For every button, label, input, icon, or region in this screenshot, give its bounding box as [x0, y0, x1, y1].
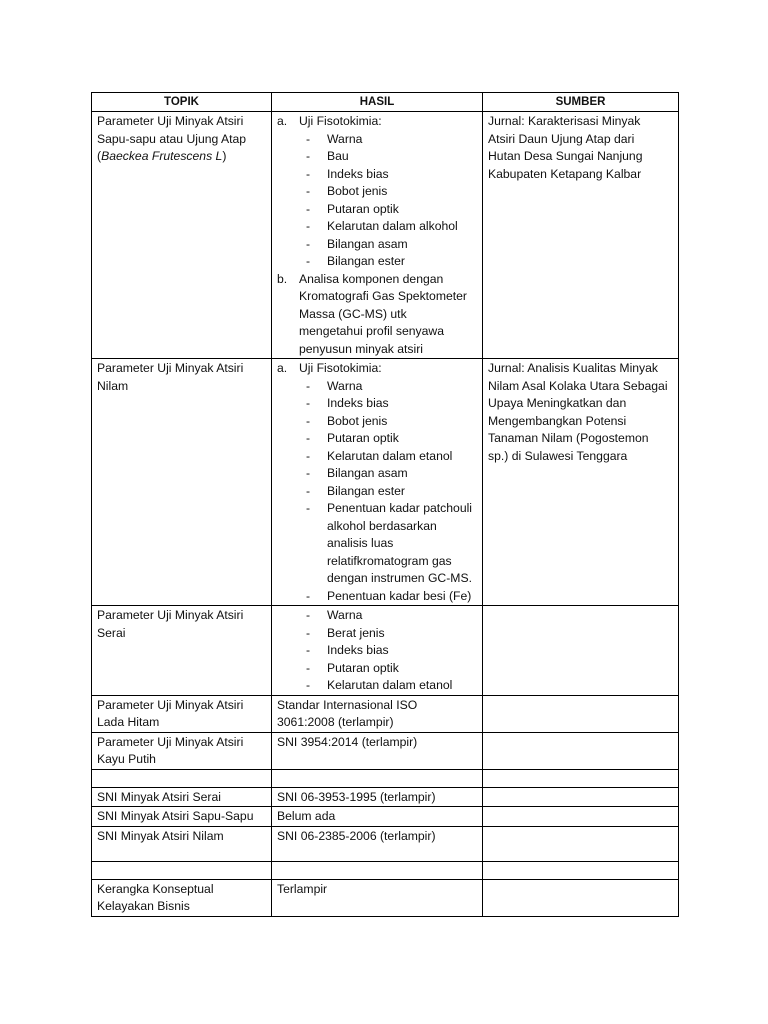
list-item: - Bau — [306, 149, 349, 163]
sumber-cell — [483, 359, 679, 606]
list-item: a. Uji Fisotokimia: — [277, 361, 382, 375]
topik-text: Parameter Uji Minyak Atsiri — [97, 734, 244, 749]
species-name: Baeckea Frutescens L — [101, 149, 223, 163]
sumber-text: Kabupaten Ketapang Kalbar — [488, 166, 642, 181]
topik-cell — [92, 695, 272, 732]
document-table — [91, 92, 679, 917]
topik-cell — [92, 359, 272, 606]
sumber-text: Nilam Asal Kolaka Utara Sebagai — [488, 378, 668, 393]
topik-cell: SNI Minyak Atsiri Nilam — [92, 826, 272, 861]
list-item-continuation: mengetahui profil senyawa — [299, 324, 444, 338]
hasil-cell — [272, 359, 483, 606]
table-row — [92, 787, 679, 807]
topik-text: Nilam — [97, 378, 129, 393]
table-row — [92, 826, 679, 861]
table-row — [92, 732, 679, 769]
list-item: - Putaran optik — [306, 660, 399, 675]
table-row — [92, 359, 679, 606]
sumber-text: Atsiri Daun Ujung Atap dari — [488, 131, 635, 146]
list-item-continuation: analisis luas — [327, 536, 394, 550]
list-item: b. Analisa komponen dengan — [277, 271, 444, 286]
list-item-continuation: penyusun minyak atsiri — [299, 341, 423, 356]
topik-text: Parameter Uji Minyak Atsiri — [97, 608, 244, 622]
list-item-continuation: relatifkromatogram gas — [327, 553, 452, 568]
table-row — [92, 879, 679, 916]
sumber-text: sp.) di Sulawesi Tenggara — [488, 448, 628, 463]
list-item: - Bilangan asam — [306, 236, 408, 251]
blank-cell — [483, 861, 679, 879]
sumber-text: Mengembangkan Potensi — [488, 413, 627, 428]
sumber-cell — [483, 879, 679, 916]
table-row — [92, 695, 679, 732]
sumber-text: Upaya Meningkatkan dan — [488, 396, 627, 410]
blank-cell — [92, 769, 272, 787]
list-item: - Kelarutan dalam etanol — [306, 448, 453, 463]
topik-cell: SNI Minyak Atsiri Sapu-Sapu — [92, 807, 272, 827]
list-item: - Bilangan asam — [306, 466, 408, 480]
list-item: - Putaran optik — [306, 431, 399, 445]
topik-text: Parameter Uji Minyak Atsiri — [97, 361, 244, 375]
blank-cell — [483, 769, 679, 787]
table-row — [92, 807, 679, 827]
sumber-cell — [483, 695, 679, 732]
topik-text: Parameter Uji Minyak Atsiri — [97, 114, 244, 128]
topik-text: Sapu-sapu atau Ujung Atap — [97, 131, 247, 146]
blank-row — [92, 769, 679, 787]
list-item: - Bobot jenis — [306, 413, 388, 428]
sumber-cell — [483, 787, 679, 807]
list-item: - Warna — [306, 608, 363, 622]
list-item: - Kelarutan dalam alkohol — [306, 219, 458, 233]
hasil-cell: Belum ada — [272, 807, 483, 827]
hasil-cell — [272, 606, 483, 696]
sumber-text: Jurnal: Analisis Kualitas Minyak — [488, 361, 659, 375]
list-item: - Indeks bias — [306, 643, 389, 657]
list-item: - Bilangan ester — [306, 483, 405, 498]
topik-text: Parameter Uji Minyak Atsiri — [97, 697, 244, 712]
topik-text: Lada Hitam — [97, 715, 160, 729]
hasil-text: 3061:2008 (terlampir) — [277, 715, 394, 729]
list-item: - Indeks bias — [306, 166, 389, 181]
hasil-text: SNI 3954:2014 (terlampir) — [277, 734, 418, 749]
list-item: - Warna — [306, 131, 363, 146]
hasil-text: Standar Internasional ISO — [277, 697, 418, 712]
topik-cell — [92, 606, 272, 696]
list-item: - Indeks bias — [306, 396, 389, 410]
sumber-text: Tanaman Nilam (Pogostemon — [488, 431, 649, 445]
hasil-cell — [272, 732, 483, 769]
sumber-text: Jurnal: Karakterisasi Minyak — [488, 114, 641, 128]
list-item-continuation: Kromatografi Gas Spektometer — [299, 289, 467, 303]
blank-cell — [272, 769, 483, 787]
list-item: - Warna — [306, 378, 363, 393]
topik-cell: SNI Minyak Atsiri Serai — [92, 787, 272, 807]
hasil-cell: SNI 06-3953-1995 (terlampir) — [272, 787, 483, 807]
hasil-cell: SNI 06-2385-2006 (terlampir) — [272, 826, 483, 861]
blank-row — [92, 861, 679, 879]
header-hasil: HASIL — [272, 93, 483, 112]
hasil-cell — [272, 112, 483, 359]
sumber-cell — [483, 732, 679, 769]
sumber-cell — [483, 606, 679, 696]
list-item-continuation: Massa (GC-MS) utk — [299, 306, 407, 321]
topik-cell — [92, 732, 272, 769]
hasil-cell — [272, 695, 483, 732]
topik-text: Kerangka Konseptual — [97, 881, 214, 896]
table-row — [92, 112, 679, 359]
list-item: - Putaran optik — [306, 201, 399, 216]
topik-text: Kayu Putih — [97, 752, 156, 766]
list-item: - Bobot jenis — [306, 184, 388, 198]
topik-text: Serai — [97, 625, 126, 640]
list-item: - Kelarutan dalam etanol — [306, 678, 453, 692]
topik-cell — [92, 879, 272, 916]
blank-cell — [272, 861, 483, 879]
list-item: - Berat jenis — [306, 625, 385, 640]
blank-cell — [92, 861, 272, 879]
topik-cell — [92, 112, 272, 359]
sumber-cell — [483, 826, 679, 861]
list-item: a. Uji Fisotokimia: — [277, 114, 382, 128]
table-row — [92, 606, 679, 696]
header-sumber: SUMBER — [483, 93, 679, 112]
header-topik: TOPIK — [92, 93, 272, 112]
list-item: - Bilangan ester — [306, 254, 405, 268]
sumber-cell — [483, 807, 679, 827]
list-item-continuation: alkohol berdasarkan — [327, 518, 437, 533]
list-item: - Penentuan kadar besi (Fe) — [306, 588, 472, 603]
sumber-text: Hutan Desa Sungai Nanjung — [488, 149, 643, 163]
table-header-row — [92, 93, 679, 112]
list-item-continuation: dengan instrumen GC-MS. — [327, 571, 472, 585]
list-item: - Penentuan kadar patchouli — [306, 501, 473, 515]
topik-text: (Baeckea Frutescens L) — [97, 149, 227, 163]
hasil-cell: Terlampir — [272, 879, 483, 916]
sumber-cell — [483, 112, 679, 359]
topik-text: Kelayakan Bisnis — [97, 899, 190, 913]
